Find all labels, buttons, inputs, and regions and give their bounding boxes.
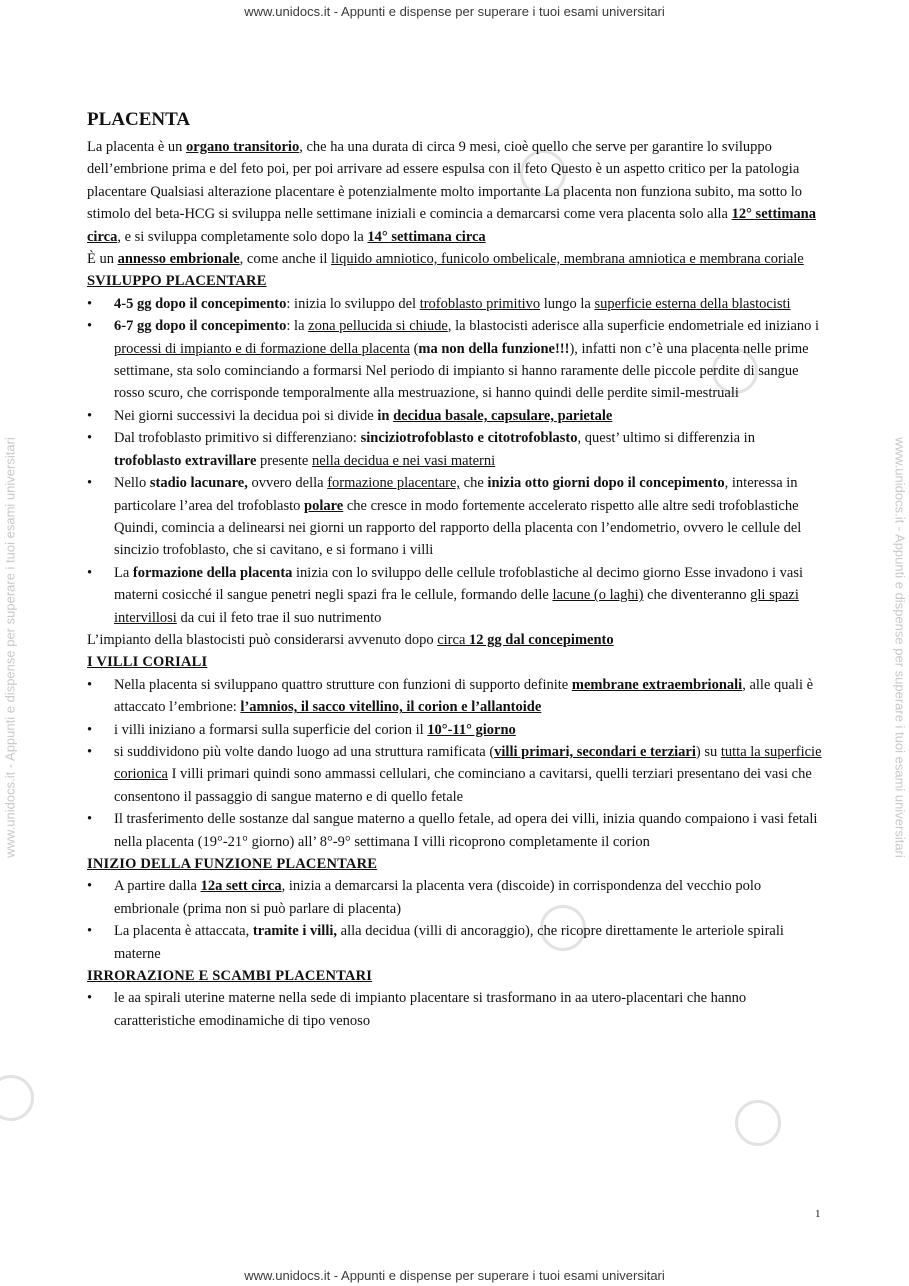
text-run: ovvero della xyxy=(247,475,328,492)
text-run: , la blastocisti aderisce alla superficie endometriale ed iniziano i xyxy=(447,318,820,335)
list-item xyxy=(87,808,822,853)
text-run: I villi primari quindi sono ammassi cellulari, che cominciano a cavitarsi, quelli terziari presentano dei vasi che consentono il passaggio di sangue materno e di quello fetale xyxy=(114,766,812,805)
text-run: i villi iniziano a formarsi sulla superficie del corion il xyxy=(114,721,428,738)
underlined-text: zona pellucida si chiude xyxy=(308,318,448,335)
underlined-text: processi di impianto e di formazione della placenta xyxy=(114,340,410,357)
list-item xyxy=(87,719,822,741)
text-run: , quest’ ultimo si differenzia in xyxy=(577,430,755,447)
text-run: , che ha una durata di circa 9 mesi, cioè quello che serve per garantire lo sviluppo dell’embrione prima e del feto poi, per poi arrivare ad essere espulsa con il feto Questo è un aspetto critico per la patologia placentare Qualsiasi alterazione placentare è potenzialmente molto importante La placenta non funziona subito, ma sotto lo stimolo del beta-HCG si sviluppa nelle settimane iniziali e comincia a demarcarsi come vera placenta solo alla xyxy=(87,139,803,223)
text-run: da cui il feto trae il suo nutrimento xyxy=(176,609,382,626)
intro-paragraph xyxy=(87,136,822,248)
text-run: A partire dalla xyxy=(114,878,201,895)
emphasis-text: 12° settimana circa xyxy=(87,206,816,245)
text-run: che xyxy=(460,475,488,492)
list-item xyxy=(87,562,822,629)
watermark-logo-icon xyxy=(0,1075,34,1121)
emphasis-text: 14° settimana circa xyxy=(367,228,486,245)
emphasis-text: polare xyxy=(304,497,344,514)
emphasis-text: membrane extraembrionali xyxy=(571,676,743,693)
text-run: , e si sviluppa completamente solo dopo la xyxy=(117,228,368,245)
underlined-text: gli spazi intervillosi xyxy=(114,587,799,626)
bold-text: stadio lacunare, xyxy=(149,475,248,492)
underlined-text: nella decidua e nei vasi materni xyxy=(311,452,496,469)
text-run: , inizia a demarcarsi la placenta vera (discoide) in corrispondenza del vecchio polo embrionale (prima non si può parlare di placenta) xyxy=(114,878,762,917)
emphasis-text: 12 gg dal concepimento xyxy=(469,631,614,648)
list-item xyxy=(87,293,822,315)
emphasis-text: l’amnios, il sacco vitellino, il corion e l’allantoide xyxy=(240,699,542,716)
text-run: : la xyxy=(286,318,309,335)
text-run: Nella placenta si sviluppano quattro strutture con funzioni di supporto definite xyxy=(114,676,572,693)
bold-text: sinciziotrofoblasto e citotrofoblasto xyxy=(360,430,578,447)
bullet-list xyxy=(87,987,822,1032)
underlined-text: formazione placentare, xyxy=(327,475,461,492)
emphasis-text: decidua basale, capsulare, parietale xyxy=(393,407,613,424)
underlined-text: liquido amniotico, funicolo ombelicale, membrana amniotica e membrana coriale xyxy=(331,251,804,268)
text-run: presente xyxy=(256,452,312,469)
emphasis-text: 12a sett circa xyxy=(200,878,282,895)
document-body xyxy=(87,108,822,1032)
emphasis-text: 10°-11° giorno xyxy=(427,721,516,738)
bold-text: ma non della funzione!!! xyxy=(418,340,570,357)
text-run: L’impianto della blastocisti può considerarsi avvenuto dopo xyxy=(87,631,438,648)
document-sections xyxy=(87,270,822,1032)
text-run: ( xyxy=(409,340,419,357)
list-item xyxy=(87,427,822,472)
watermark-side-left: www.unidocs.it - Appunti e dispense per superare i tuoi esami universitari xyxy=(2,437,18,858)
text-run: ) su xyxy=(695,743,721,760)
document-title: PLACENTA xyxy=(87,109,191,130)
text-run: Nello xyxy=(114,475,150,492)
text-run: inizia con lo sviluppo delle cellule trofoblastiche al decimo giorno Esse invadono i vasi materni cosicché il sangue penetri negli spazi fra le cellule, formando delle xyxy=(114,564,804,604)
text-run: lungo la xyxy=(540,295,595,312)
text-run: Il trasferimento delle sostanze dal sangue materno a quello fetale, ad opera dei villi, inizia quando compaiono i vasi fetali nella placenta (19°-21° giorno) all’ 8°-9° settimana I villi ricoprono completamente il corion xyxy=(114,811,818,850)
bold-text: tramite i villi, xyxy=(252,923,338,940)
text-run: le aa spirali uterine materne nella sede di impianto placentare si trasformano in aa utero-placentari che hanno caratteristiche emodinamiche di tipo venoso xyxy=(114,990,747,1029)
text-run: che cresce in modo fortemente accelerato rispetto alle altre sedi trofoblastiche Quindi, comincia a delinearsi nei giorni un rapporto del rapporto della placenta con l’endometrio, ovvero le cellule del sincizio trofoblasto, che si cavitano, e si formano i villi xyxy=(114,497,802,559)
text-run: , come anche il xyxy=(239,251,332,268)
bold-text: 4-5 gg dopo il concepimento xyxy=(114,295,287,312)
text-run: Nei giorni successivi la decidua poi si divide xyxy=(114,407,378,424)
text-run: È un xyxy=(87,251,118,268)
bold-text: in xyxy=(377,407,394,424)
watermark-banner-bottom: www.unidocs.it - Appunti e dispense per superare i tuoi esami universitari xyxy=(244,1268,665,1283)
bold-text: formazione della placenta xyxy=(132,564,293,581)
list-item xyxy=(87,987,822,1032)
list-item xyxy=(87,920,822,965)
watermark-side-right: www.unidocs.it - Appunti e dispense per superare i tuoi esami universitari xyxy=(892,437,908,858)
bold-text: 6-7 gg dopo il concepimento xyxy=(114,318,287,335)
watermark-logo-icon xyxy=(735,1100,781,1146)
section-heading: INIZIO DELLA FUNZIONE PLACENTARE xyxy=(87,856,378,872)
emphasis-text: villi primari, secondari e terziari xyxy=(494,743,696,760)
text-run: : inizia lo sviluppo del xyxy=(286,295,420,312)
page-number: 1 xyxy=(815,1208,821,1220)
underlined-text: lacune (o laghi) xyxy=(552,587,644,604)
text-run: , alle quali è attaccato l’embrione: xyxy=(114,676,814,716)
text-run: La placenta è un xyxy=(87,139,187,155)
bullet-list xyxy=(87,875,822,965)
bold-text: trofoblasto extravillare xyxy=(114,452,257,469)
list-item xyxy=(87,315,822,405)
list-item xyxy=(87,741,822,808)
list-item xyxy=(87,875,822,920)
section-heading: I VILLI CORIALI xyxy=(87,654,208,671)
text-run: La placenta è attaccata, xyxy=(114,923,253,940)
text-run: che diventeranno xyxy=(643,587,751,604)
intro-paragraph xyxy=(87,248,822,270)
emphasis-text: annesso embrionale xyxy=(117,251,240,268)
watermark-banner-top: www.unidocs.it - Appunti e dispense per superare i tuoi esami universitari xyxy=(244,4,665,19)
underlined-text: tutta la superficie corionica xyxy=(114,743,822,783)
text-run: , interessa in particolare l’area del trofoblasto xyxy=(114,475,798,514)
intro-paragraphs xyxy=(87,136,822,270)
text-run: Dal trofoblasto primitivo si differenziano: xyxy=(114,430,361,447)
text-run: alla decidua (villi di ancoraggio), che ricopre direttamente le arteriole spirali materne xyxy=(114,923,784,962)
section-heading: SVILUPPO PLACENTARE xyxy=(87,273,267,290)
underlined-text: superficie esterna della blastocisti xyxy=(594,295,791,312)
underlined-text: circa xyxy=(437,631,470,648)
bold-text: inizia otto giorni dopo il concepimento xyxy=(487,475,725,492)
emphasis-text: organo transitorio xyxy=(186,139,300,155)
list-item xyxy=(87,405,822,427)
section-heading: IRRORAZIONE E SCAMBI PLACENTARI xyxy=(87,968,373,985)
list-item xyxy=(87,472,822,562)
text-run: si suddividono più volte dando luogo ad una struttura ramificata ( xyxy=(114,743,495,760)
bullet-list xyxy=(87,293,822,629)
underlined-text: trofoblasto primitivo xyxy=(419,295,541,312)
section-note xyxy=(87,629,822,651)
text-run: La xyxy=(114,564,133,581)
bullet-list xyxy=(87,674,822,853)
list-item xyxy=(87,674,822,719)
text-run: ), infatti non c’è una placenta nelle prime settimane, sta solo cominciando a formarsi Nel periodo di impianto si hanno raramente delle piccole perdite di sangue rosso scuro, che corrisponde temporalmente alla mestruazione, si hanno quindi delle perdite simil-mestruali xyxy=(114,340,809,402)
